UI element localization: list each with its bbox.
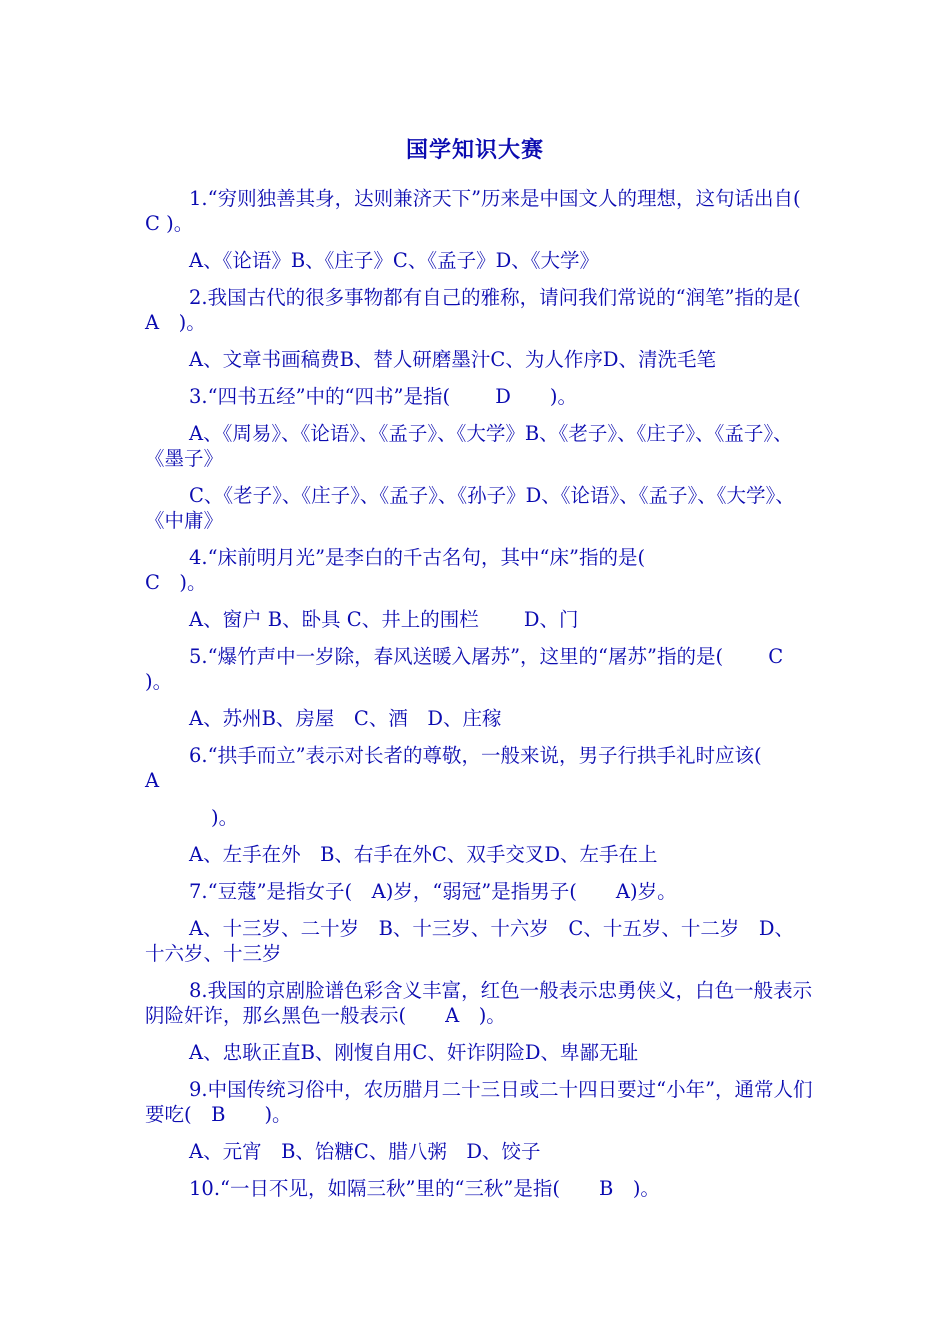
options-3-cd: C、《老子》、《庄子》、《孟子》、《孙子》D、《论语》、《孟子》、《大学》、《中庸》 <box>145 484 795 532</box>
question-1: 1.“穷则独善其身，达则兼济天下”历来是中国文人的理想，这句话出自( C )。 <box>145 187 801 235</box>
question-4: 4.“床前明月光”是李白的千古名句，其中“床”指的是( C )。 <box>145 546 886 594</box>
options-3-ab: A、《周易》、《论语》、《孟子》、《大学》B、《老子》、《庄子》、《孟子》、《墨子》 <box>145 422 793 470</box>
question-6: 6.“拱手而立”表示对长者的尊敬，一般来说，男子行拱手礼时应该( A <box>145 744 807 792</box>
document-title: 国学知识大赛 <box>405 137 544 163</box>
question-5: 5.“爆竹声中一岁除，春风送暖入屠苏”，这里的“屠苏”指的是( C )。 <box>145 645 809 693</box>
options-7: A、十三岁、二十岁 B、十三岁、十六岁 C、十五岁、十二岁 D、十六岁、十三岁 <box>145 917 794 965</box>
question-10: 10.“一日不见，如隔三秋”里的“三秋”是指( B )。 <box>189 1177 660 1200</box>
question-6-tail: )。 <box>211 806 239 829</box>
options-5: A、苏州B、房屋 C、酒 D、庄稼 <box>189 707 502 730</box>
options-9: A、元宵 B、饴糖C、腊八粥 D、饺子 <box>189 1140 541 1163</box>
options-2: A、文章书画稿费B、替人研磨墨汁C、为人作序D、清洗毛笔 <box>189 348 716 371</box>
options-1: A、《论语》B、《庄子》C、《孟子》D、《大学》 <box>189 249 599 272</box>
question-2: 2.我国古代的很多事物都有自己的雅称，请问我们常说的“润笔”指的是( A )。 <box>145 286 827 334</box>
question-7: 7.“豆蔻”是指女子( A)岁，“弱冠”是指男子( A)岁。 <box>189 880 677 903</box>
question-8: 8.我国的京剧脸谱色彩含义丰富，红色一般表示忠勇侠义，白色一般表示阴险奸诈，那幺黑色一般表示( A )。 <box>145 979 813 1027</box>
options-8: A、忠耿正直B、刚愎自用C、奸诈阴险D、卑鄙无耻 <box>189 1041 638 1064</box>
document-body <box>145 186 886 1213</box>
question-3: 3.“四书五经”中的“四书”是指( D )。 <box>189 385 578 408</box>
options-4: A、窗户 B、卧具 C、井上的围栏 D、门 <box>189 608 579 631</box>
options-6: A、左手在外 B、右手在外C、双手交叉D、左手在上 <box>189 843 658 866</box>
question-9: 9.中国传统习俗中，农历腊月二十三日或二十四日要过“小年”，通常人们要吃( B )。 <box>145 1078 813 1126</box>
